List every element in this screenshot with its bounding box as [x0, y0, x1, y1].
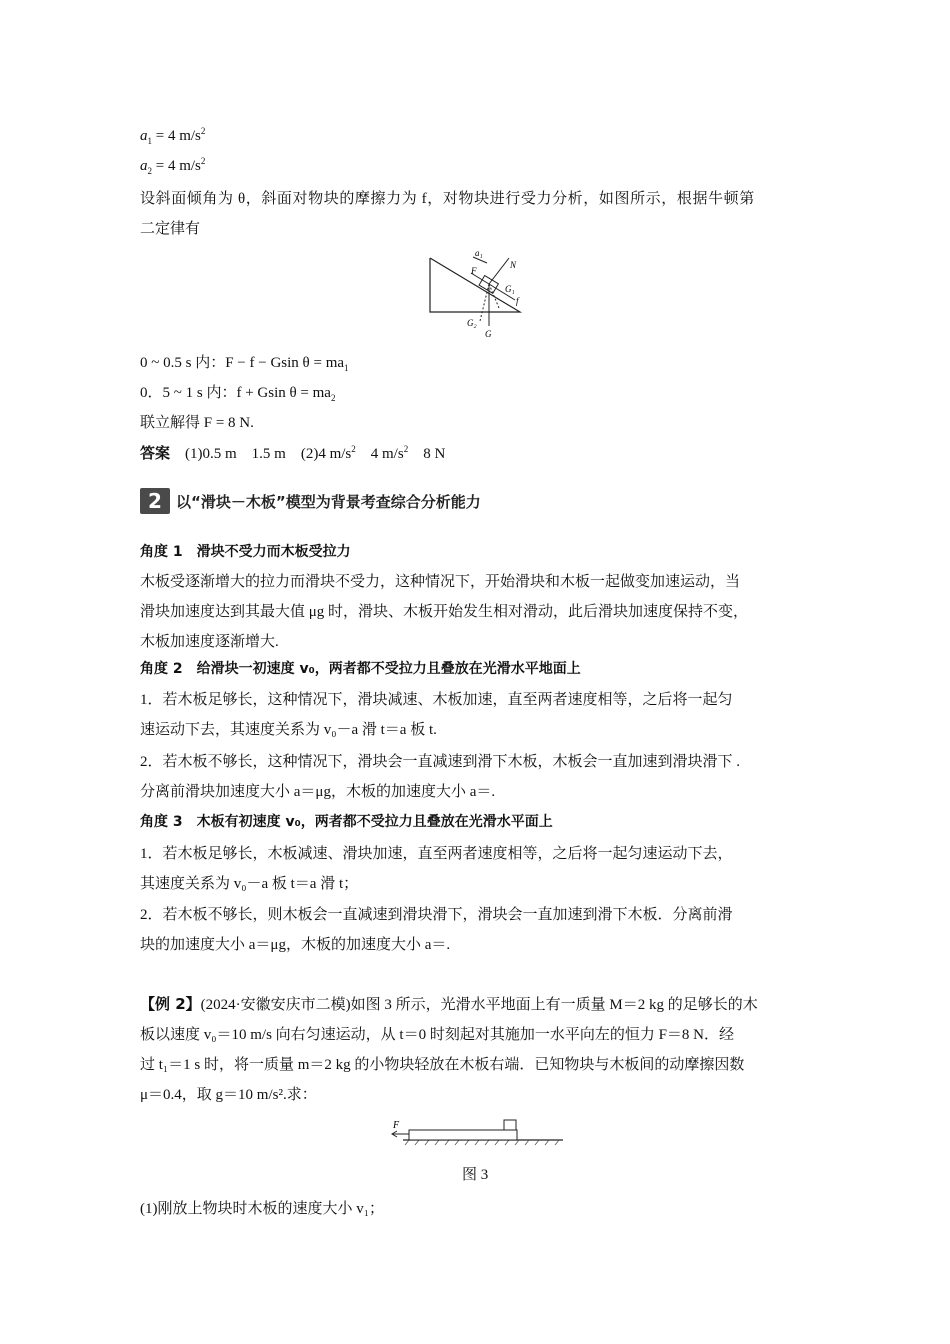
ground-hatching	[405, 1140, 559, 1145]
question1: (1)刚放上物块时木板的速度大小 v₁；	[140, 1201, 384, 1217]
angle1-line3: 木板加速度逐渐增大.	[140, 634, 279, 650]
example2-line1: 【例 2】(2024·安徽安庆市二模)如图 3 所示，光滑水平地面上有一质量 M＝2 kg 的足够长的木	[140, 995, 758, 1013]
angle3-p2-line2: 块的加速度大小 a＝μg，木板的加速度大小 a＝.	[140, 937, 451, 953]
example2-line3: 过 t₁＝1 s 时，将一质量 m＝2 kg 的小物块轻放在木板右端．已知物块与木板间的动摩擦因数	[140, 1057, 745, 1073]
angle1-line2: 滑块加速度达到其最大值 μg 时，滑块、木板开始发生相对滑动，此后滑块加速度保持不变，	[140, 604, 749, 620]
figure3-caption: 图 3	[462, 1167, 489, 1183]
label-F: F	[471, 266, 477, 276]
equation-phase1: 0 ~ 0.5 s 内：F − f − Gsin $\theta = ma_1$	[140, 355, 349, 373]
angle2-p1-line2: 速运动下去，其速度关系为 v₀－a 滑 t＝a 板 t.	[140, 722, 437, 738]
incline-force-diagram	[425, 246, 535, 340]
section-number-badge: 2	[140, 488, 170, 514]
answer-line: 答案 (1)0.5 m 1.5 m (2)4 $m/s^2$ 4 $m/s^2$ 8 N	[140, 444, 446, 462]
section-title: 以“滑块－木板”模型为背景考查综合分析能力	[176, 493, 481, 511]
example2-line4: μ＝0.4，取 g＝10 m/s².求：	[140, 1087, 317, 1103]
angle2-p2-line1: 2．若木板不够长，这种情况下，滑块会一直减速到滑下木板，木板会一直加速到滑块滑下 .	[140, 754, 741, 770]
normal-force-arrow	[489, 258, 509, 284]
label-a1: a₁	[475, 248, 483, 258]
example2-line2: 板以速度 v₀＝10 m/s 向右匀速运动，从 t＝0 时刻起对其施加一水平向左的恒力 F＝8 N．经	[140, 1027, 734, 1043]
angle3-p1-line1: 1．若木板足够长，木板减速、滑块加速，直至两者速度相等，之后将一起匀速运动下去，	[140, 846, 733, 862]
angle1-line1: 木板受逐渐增大的拉力而滑块不受力，这种情况下，开始滑块和木板一起做变加速运动，当	[140, 574, 741, 590]
equation-phase2: 0．5 ~ 1 s 内：f + Gsin $\theta = ma_2$	[140, 385, 336, 403]
setup-text-line1: 设斜面倾角为 θ，斜面对物块的摩擦力为 f，对物块进行受力分析，如图所示，根据牛顿第	[140, 191, 755, 207]
label-f: f	[516, 296, 519, 306]
label-G1: G₁	[505, 284, 515, 294]
angle2-p2-line2: 分离前滑块加速度大小 a＝μg，木板的加速度大小 a＝.	[140, 784, 496, 800]
angle2-heading: 角度 2 给滑块一初速度 v₀，两者都不受拉力且叠放在光滑水平地面上	[140, 661, 581, 677]
small-block	[504, 1120, 516, 1130]
angle3-p1-line2: 其速度关系为 v₀－a 板 t＝a 滑 t；	[140, 876, 359, 892]
example-label: 【例 2】	[140, 995, 201, 1013]
wooden-board	[409, 1130, 517, 1140]
label-G2: G₂	[467, 318, 477, 328]
label-N: N	[510, 260, 517, 270]
combined-result: 联立解得 F = 8 N.	[140, 415, 254, 431]
answer-label: 答案	[140, 444, 171, 462]
g2-component	[480, 284, 489, 321]
angle3-p2-line1: 2．若木板不够长，则木板会一直减速到滑块滑下，滑块会一直加速到滑下木板．分离前滑	[140, 907, 733, 923]
angle1-heading: 角度 1 滑块不受力而木板受拉力	[140, 544, 351, 560]
accel-a1: $a_1 = 4$ $m/s^2$	[140, 126, 206, 146]
label-G: G	[485, 329, 492, 339]
angle3-heading: 角度 3 木板有初速度 v₀，两者都不受拉力且叠放在光滑水平面上	[140, 814, 553, 830]
angle2-p1-line1: 1．若木板足够长，这种情况下，滑块减速、木板加速，直至两者速度相等，之后将一起匀	[140, 692, 733, 708]
force-label: F	[393, 1120, 400, 1131]
board-block-diagram	[385, 1114, 565, 1150]
accel-a2: $a_2 = 4$ $m/s^2$	[140, 156, 206, 176]
setup-text-line2: 二定律有	[140, 221, 201, 237]
